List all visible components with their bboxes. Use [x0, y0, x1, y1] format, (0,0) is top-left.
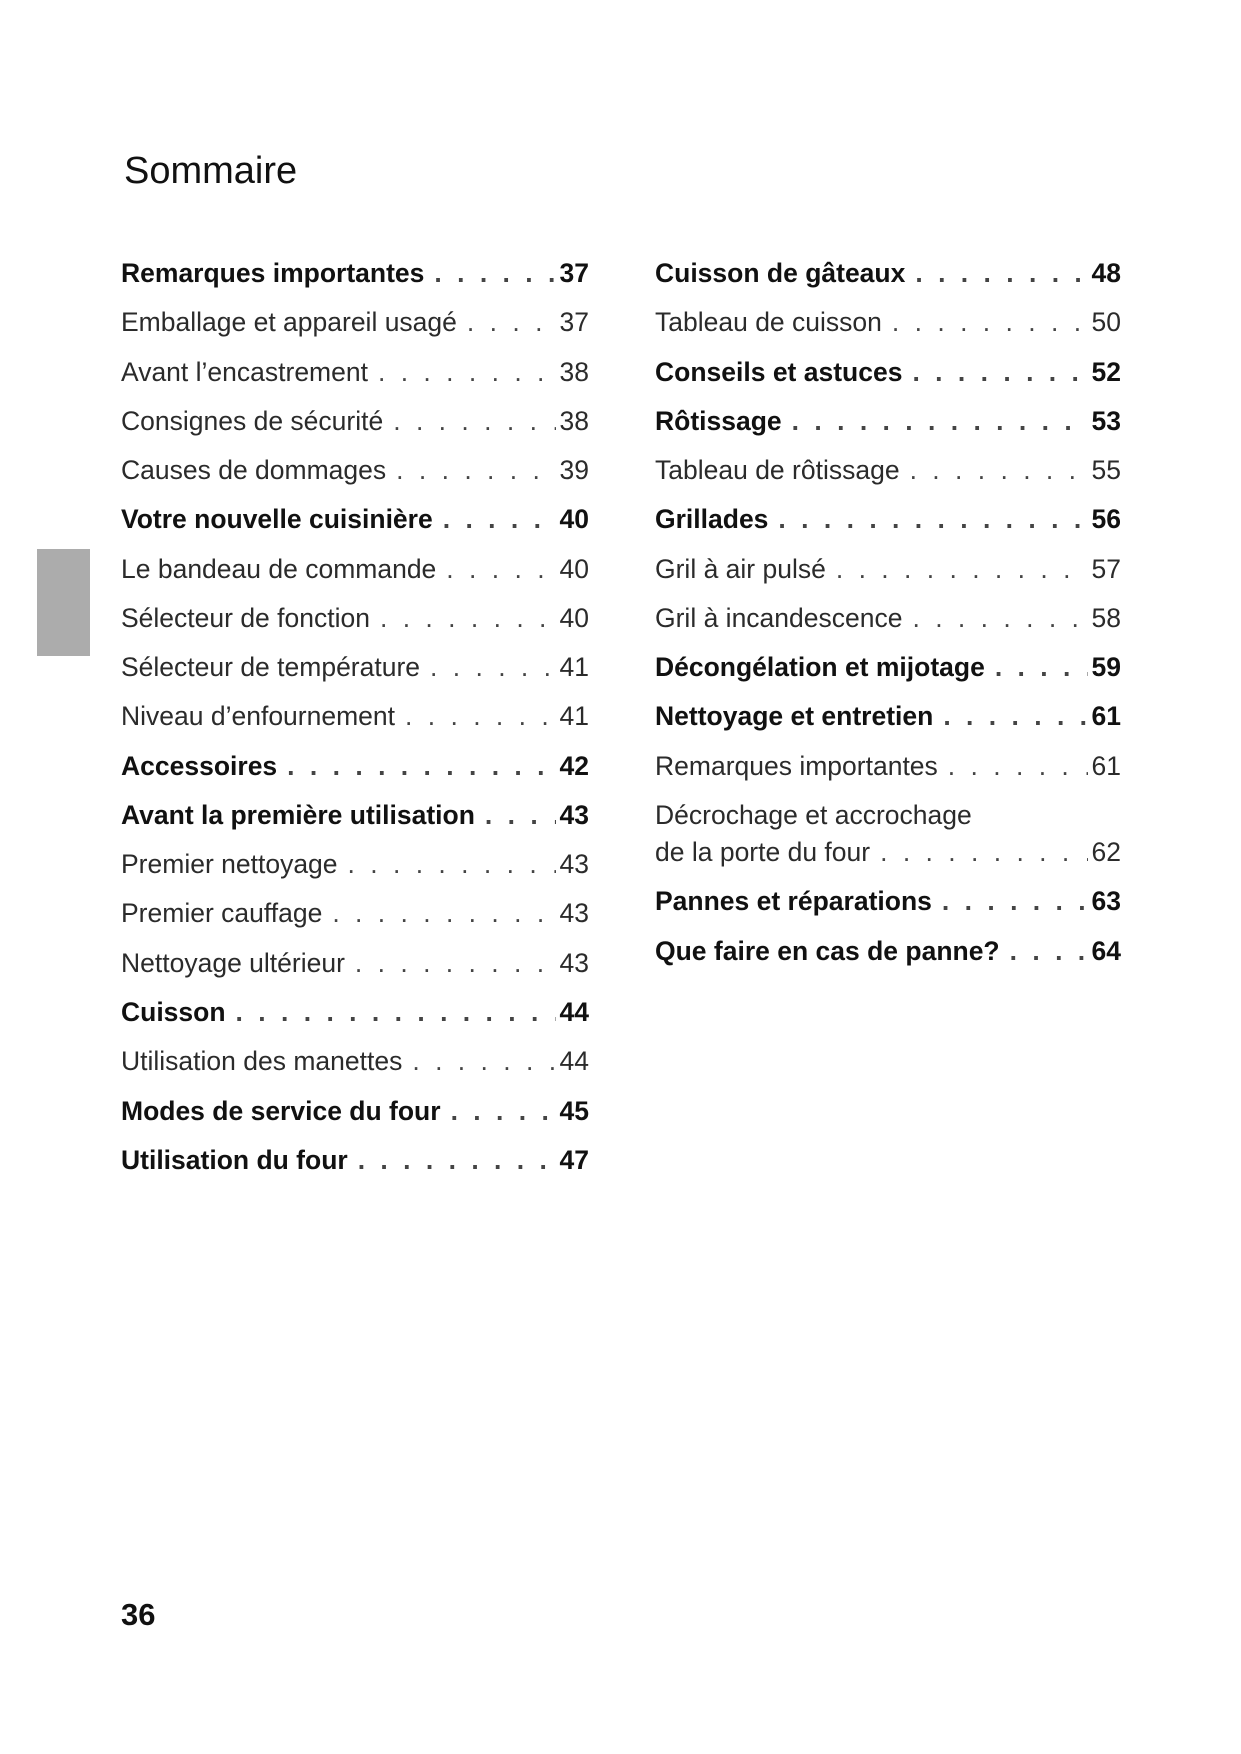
toc-entry-title: Niveau d’enfournement [121, 701, 396, 732]
toc-entry[interactable] [121, 652, 589, 683]
toc-entry-title: de la porte du four [655, 837, 871, 868]
toc-entry[interactable] [655, 886, 1121, 917]
toc-entry[interactable] [655, 406, 1121, 437]
toc-entry-page: 39 [559, 455, 589, 486]
toc-entry[interactable] [121, 1046, 589, 1077]
toc-entry[interactable] [121, 554, 589, 585]
toc-entry-title: Le bandeau de commande [121, 553, 437, 584]
leader-dots [378, 357, 556, 388]
toc-entry-page: 40 [559, 504, 589, 535]
toc-entry[interactable] [655, 751, 1121, 782]
leader-dots [1010, 936, 1088, 967]
toc-entry-title: Que faire en cas de panne? [655, 935, 1000, 966]
toc-entry[interactable] [121, 1145, 589, 1176]
toc-entry[interactable] [655, 258, 1121, 289]
toc-entry[interactable] [121, 948, 589, 979]
toc-entry-title: Cuisson [121, 996, 226, 1027]
toc-entry-title: Votre nouvelle cuisinière [121, 504, 433, 535]
toc-entry-page: 50 [1091, 307, 1121, 338]
toc-entry-title: Causes de dommages [121, 455, 387, 486]
toc-entry-title: Sélecteur de température [121, 652, 421, 683]
toc-entry-page: 43 [559, 849, 589, 880]
page-number: 36 [121, 1597, 156, 1632]
leader-dots [446, 554, 555, 585]
toc-entry-page: 59 [1091, 652, 1121, 683]
toc-entry-page: 58 [1091, 602, 1121, 633]
leader-dots [430, 652, 555, 683]
leader-dots [348, 849, 556, 880]
toc-entry-page: 61 [1091, 750, 1121, 781]
toc-entry-page: 43 [559, 799, 589, 830]
toc-entry-title: Pannes et réparations [655, 886, 932, 917]
toc-entry-page: 44 [559, 996, 589, 1027]
toc-entry[interactable] [121, 258, 589, 289]
leader-dots [412, 1046, 555, 1077]
toc-entry-title: Remarques importantes [121, 258, 425, 288]
toc-entry[interactable] [121, 800, 589, 831]
toc-entry-page: 44 [559, 1046, 589, 1077]
leader-dots [942, 886, 1088, 917]
toc-entry[interactable] [655, 357, 1121, 388]
toc-entry[interactable] [121, 849, 589, 880]
leader-dots [355, 948, 556, 979]
toc-entry-page: 42 [559, 750, 589, 781]
toc-entry-title: Gril à incandescence [655, 602, 903, 633]
leader-dots [912, 603, 1087, 634]
toc-entry-page: 64 [1091, 935, 1121, 966]
leader-dots [467, 307, 556, 338]
toc-entry[interactable] [121, 357, 589, 388]
toc-entry-title: Décongélation et mijotage [655, 652, 985, 683]
leader-dots [792, 406, 1088, 437]
toc-entry-title: Gril à air pulsé [655, 553, 826, 584]
toc-entry[interactable] [655, 307, 1121, 338]
toc-entry-page: 43 [559, 947, 589, 978]
leader-dots [778, 504, 1087, 535]
toc-entry-title: Rôtissage [655, 405, 782, 436]
leader-dots [380, 603, 556, 634]
toc-entry-title: Tableau de rôtissage [655, 455, 900, 486]
toc-entry-page: 48 [1091, 258, 1121, 288]
toc-left-column [121, 258, 589, 1194]
toc-entry-page: 37 [559, 307, 589, 338]
leader-dots [836, 554, 1088, 585]
toc-entry-title: Nettoyage et entretien [655, 701, 934, 732]
toc-entry-title: Tableau de cuisson [655, 307, 882, 338]
section-tab-marker [37, 549, 90, 656]
toc-entry-page: 43 [559, 898, 589, 929]
toc-entry-page: 57 [1091, 553, 1121, 584]
toc-entry-page: 41 [559, 652, 589, 683]
leader-dots [393, 406, 555, 437]
toc-entry[interactable] [655, 504, 1121, 535]
leader-dots [358, 1145, 556, 1176]
toc-entry[interactable] [121, 406, 589, 437]
leader-dots [451, 1096, 556, 1127]
toc-entry-page: 45 [559, 1095, 589, 1126]
toc-entry-title: Consignes de sécurité [121, 405, 384, 436]
toc-entry-page: 55 [1091, 455, 1121, 486]
leader-dots [915, 258, 1087, 289]
toc-entry-title: Utilisation du four [121, 1144, 348, 1175]
toc-entry-title: Conseils et astuces [655, 356, 903, 387]
toc-entry-title: Grillades [655, 504, 769, 535]
toc-entry-title: Avant l’encastrement [121, 356, 368, 387]
toc-entry-title: Premier nettoyage [121, 849, 338, 880]
leader-dots [236, 997, 556, 1028]
leader-dots [910, 455, 1088, 486]
toc-entry[interactable] [121, 997, 589, 1028]
leader-dots [995, 652, 1088, 683]
toc-entry-title: Remarques importantes [655, 750, 938, 781]
toc-entry-title: Avant la première utilisation [121, 799, 475, 830]
toc-entry-title: Premier cauffage [121, 898, 323, 929]
toc-entry[interactable] [121, 455, 589, 486]
toc-entry-page: 52 [1091, 356, 1121, 387]
toc-entry-page: 53 [1091, 405, 1121, 436]
leader-dots [948, 751, 1088, 782]
toc-entry-title: Emballage et appareil usagé [121, 307, 457, 338]
toc-entry[interactable] [121, 603, 589, 634]
toc-entry[interactable] [655, 701, 1121, 732]
toc-entry-title-line1: Décrochage et accrochage [655, 799, 972, 830]
toc-entry-page: 37 [559, 258, 589, 288]
page-title: Sommaire [124, 150, 298, 192]
toc-entry[interactable] [121, 701, 589, 732]
toc-entry[interactable] [655, 554, 1121, 585]
toc-entry-title: Modes de service du four [121, 1095, 441, 1126]
leader-dots [434, 258, 555, 289]
leader-dots [405, 701, 556, 732]
toc-entry-title: Nettoyage ultérieur [121, 947, 345, 978]
toc-entry[interactable] [121, 898, 589, 929]
leader-dots [892, 307, 1088, 338]
toc-entry-title: Sélecteur de fonction [121, 602, 370, 633]
toc-entry-page: 38 [559, 356, 589, 387]
toc-entry[interactable] [121, 751, 589, 782]
leader-dots [880, 837, 1087, 868]
toc-entry-title: Cuisson de gâteaux [655, 258, 906, 288]
leader-dots [485, 800, 556, 831]
toc-entry-page: 62 [1091, 837, 1121, 868]
toc-entry[interactable] [655, 936, 1121, 967]
toc-entry-page: 40 [559, 602, 589, 633]
toc-entry-page: 40 [559, 553, 589, 584]
toc-entry[interactable] [655, 455, 1121, 486]
toc-entry-title: Utilisation des manettes [121, 1046, 403, 1077]
leader-dots [396, 455, 555, 486]
toc-entry[interactable] [655, 603, 1121, 634]
toc-entry-title: Accessoires [121, 750, 278, 781]
toc-entry-page: 47 [559, 1144, 589, 1175]
leader-dots [943, 701, 1087, 732]
toc-entry[interactable] [121, 504, 589, 535]
toc-entry[interactable] [121, 307, 589, 338]
toc-entry[interactable] [121, 1096, 589, 1127]
toc-entry-page: 38 [559, 405, 589, 436]
toc-entry[interactable] [655, 652, 1121, 683]
toc-entry-page: 63 [1091, 886, 1121, 917]
leader-dots [332, 898, 555, 929]
toc-entry[interactable] [655, 800, 1121, 869]
toc-entry-page: 41 [559, 701, 589, 732]
leader-dots [912, 357, 1087, 388]
leader-dots [443, 504, 556, 535]
leader-dots [287, 751, 555, 782]
toc-entry-page: 56 [1091, 504, 1121, 535]
toc-right-column [655, 258, 1121, 985]
toc-entry-page: 61 [1091, 701, 1121, 732]
